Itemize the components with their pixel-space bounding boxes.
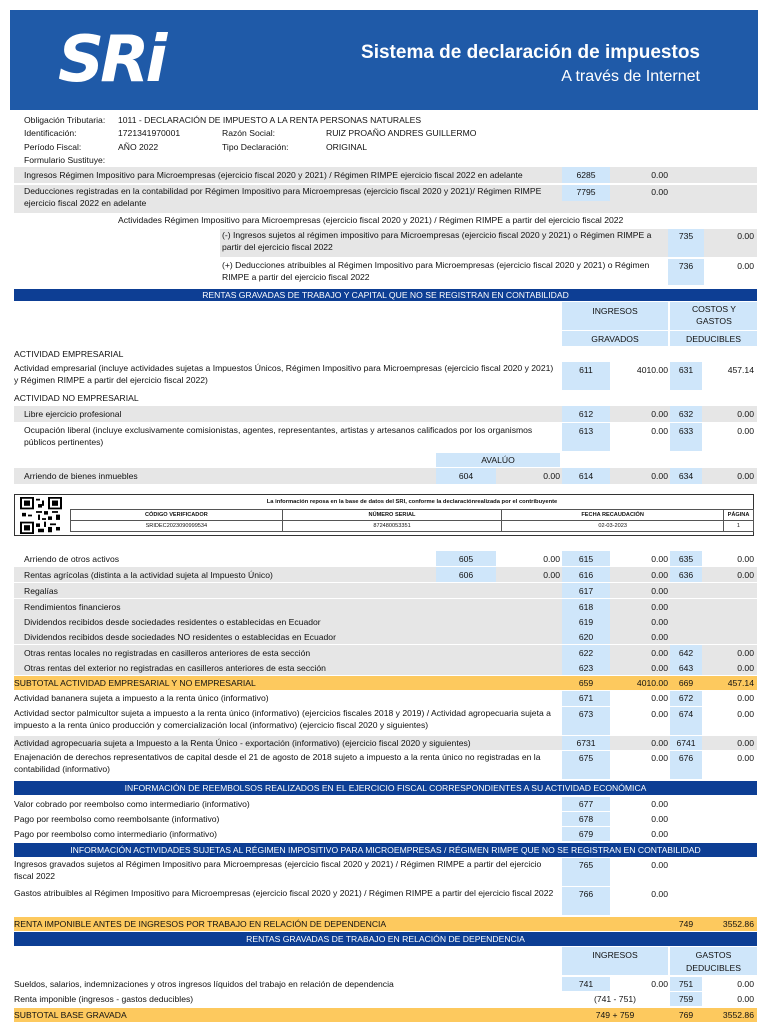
code-6285: 6285 — [576, 170, 596, 180]
value-769: 3552.86 — [722, 1010, 754, 1020]
periodo-label: Período Fiscal: — [24, 142, 82, 152]
periodo-value: AÑO 2022 — [118, 142, 159, 152]
section-title: INFORMACIÓN ACTIVIDADES SUJETAS AL RÉGIMEN IMPOSITIVO PARA MICROEMPRESAS / RÉGIMEN RIMPE QUE NO SE REGISTRAN EN CONTABILIDAD — [14, 843, 757, 857]
value-675: 0.00 — [651, 753, 668, 763]
value-677: 0.00 — [651, 799, 668, 809]
value-620: 0.00 — [651, 632, 668, 642]
value-623: 0.00 — [651, 663, 668, 673]
code-604: 604 — [458, 471, 474, 481]
row-label: Ingresos gravados sujetos al Régimen Impositivo para Microempresas (ejercicio fiscal 2020 y 2021) / Régimen RIMPE a partir del ejercicio fiscal 2022 — [14, 859, 542, 881]
header-costos-label: COSTOS Y GASTOS — [691, 304, 737, 326]
code-614: 614 — [578, 471, 594, 481]
row-label: Otras rentas del exterior no registradas en casilleros anteriores de esta sección — [24, 663, 326, 673]
value-735: 0.00 — [737, 231, 754, 241]
value-741: 0.00 — [651, 979, 668, 989]
code-766: 766 — [578, 889, 594, 899]
value-672: 0.00 — [737, 693, 754, 703]
code-611: 611 — [579, 365, 593, 375]
row-label: Dividendos recibidos desde sociedades NO residentes o establecidas en Ecuador — [24, 632, 336, 642]
value-618: 0.00 — [651, 602, 668, 612]
value-673: 0.00 — [651, 709, 668, 719]
value-612: 0.00 — [651, 409, 668, 419]
row-label: Otras rentas locales no registradas en casilleros anteriores de esta sección — [24, 648, 311, 658]
value-619: 0.00 — [651, 617, 668, 627]
code-635: 635 — [678, 554, 694, 564]
serial-value: 872480053351 — [282, 521, 502, 532]
code-759: 759 — [678, 994, 694, 1004]
header-deducibles-label: DEDUCIBLES — [686, 963, 741, 973]
header-gravados-label: GRAVADOS — [591, 334, 639, 344]
header-title: Sistema de declaración de impuestos — [361, 42, 700, 63]
divider — [562, 330, 668, 331]
code-677: 677 — [578, 799, 594, 809]
value-614: 0.00 — [651, 471, 668, 481]
code-751: 751 — [678, 979, 694, 989]
fecha-header: FECHA RECAUDACIÓN — [502, 510, 724, 521]
formula-749-759: 749 + 759 — [595, 1010, 635, 1020]
row-label: Regalías — [24, 586, 58, 596]
row-label: Dividendos recibidos desde sociedades residentes o establecidas en Ecuador — [24, 617, 321, 627]
row-label: Arriendo de otros activos — [24, 554, 120, 564]
value-605: 0.00 — [543, 554, 560, 564]
value-6731: 0.00 — [651, 738, 668, 748]
header-ingresos-label: INGRESOS — [592, 306, 638, 316]
value-633: 0.00 — [737, 426, 754, 436]
value-679: 0.00 — [651, 829, 668, 839]
value-604: 0.00 — [543, 471, 560, 481]
code-636: 636 — [678, 570, 694, 580]
subtotal-base-label: SUBTOTAL BASE GRAVADA — [14, 1010, 127, 1020]
row-label: Renta imponible (ingresos - gastos deducibles) — [14, 994, 194, 1004]
row-label: Gastos atribuibles al Régimen Impositivo para Microempresas (ejercicio fiscal 2020 y 2021) / Régimen RIMPE a partir del ejercicio fiscal 2022 — [14, 888, 554, 898]
value-631: 457.14 — [727, 365, 754, 375]
code-669: 669 — [678, 678, 694, 688]
code-676: 676 — [678, 753, 694, 763]
codigo-header: CÓDIGO VERIFICADOR — [71, 510, 283, 521]
value-6285: 0.00 — [651, 170, 668, 180]
header-banner — [10, 10, 758, 110]
pagina-header: PÁGINA — [723, 510, 753, 521]
codigo-value: SRIDEC2023090999534 — [71, 521, 283, 532]
code-735: 735 — [678, 231, 694, 241]
value-678: 0.00 — [651, 814, 668, 824]
sri-logo: SRi — [58, 23, 164, 97]
qr-code — [20, 497, 62, 534]
verification-table — [70, 509, 754, 532]
code-659: 659 — [578, 678, 594, 688]
identificacion-value: 1721341970001 — [118, 128, 181, 138]
verification-note: La información reposa en la base de datos del SRI, conforme la declaraciónrealizada por el contribuyente — [266, 499, 558, 505]
row-label: Actividad bananera sujeta a impuesto a la renta único (informativo) — [14, 693, 269, 703]
code-643: 643 — [678, 663, 694, 673]
pagina-value: 1 — [723, 521, 753, 532]
value-617: 0.00 — [651, 586, 668, 596]
row-label: Rendimientos financieros — [24, 602, 121, 612]
code-618: 618 — [578, 602, 594, 612]
row-label: Actividad agropecuaria sujeta a Impuesto a la Renta Único - exportación (informativo) (ejercicio fiscal 2020 y siguientes) — [14, 738, 471, 748]
fecha-value: 02-03-2023 — [502, 521, 724, 532]
row-label: Sueldos, salarios, indemnizaciones y otros ingresos líquidos del trabajo en relación de dependencia — [14, 979, 394, 989]
row-label: Rentas agrícolas (distinta a la actividad sujeta al Impuesto Único) — [24, 570, 273, 580]
value-659: 4010.00 — [636, 678, 668, 688]
value-634: 0.00 — [737, 471, 754, 481]
header-ingresos-label: INGRESOS — [592, 950, 638, 960]
formulario-label: Formulario Sustituye: — [24, 155, 106, 165]
code-613: 613 — [578, 426, 594, 436]
section-title: RENTAS GRAVADAS DE TRABAJO EN RELACIÓN DE DEPENDENCIA — [14, 932, 757, 946]
value-7795: 0.00 — [651, 187, 668, 197]
code-6731: 6731 — [576, 738, 596, 748]
row-label: Actividad sector palmicultor sujeta a impuesto a la renta único (informativo) (ejercicios fiscales 2018 y 2019) / Actividad agropecuaria sujeta a impuesto a la renta único producción y comercialización local (informativo) (ejercicio fiscal 2020 y siguientes) — [14, 708, 551, 730]
tipo-value: ORIGINAL — [326, 142, 368, 152]
row-label: (+) Deducciones atribuibles al Régimen Impositivo para Microempresas (ejercicio fiscal 2020 y 2021) o Régimen RIMPE a partir del ejercicio fiscal 2022 — [222, 260, 650, 282]
row-label: Ingresos Régimen Impositivo para Microempresas (ejercicio fiscal 2020 y 2021) / Régimen RIMPE ejercicio fiscal 2022 en adelante — [24, 170, 523, 180]
avaluo-label: AVALÚO — [481, 455, 515, 465]
code-619: 619 — [578, 617, 594, 627]
code-736: 736 — [678, 261, 694, 271]
code-642: 642 — [678, 648, 694, 658]
value-611: 4010.00 — [636, 365, 668, 375]
rimpe-subtitle: Actividades Régimen Impositivo para Microempresas (ejercicio fiscal 2020 y 2021) / Régimen RIMPE a partir del ejercicio fiscal 2022 — [118, 215, 624, 225]
value-674: 0.00 — [737, 709, 754, 719]
code-765: 765 — [578, 860, 594, 870]
code-617: 617 — [578, 586, 594, 596]
renta-imponible-label: RENTA IMPONIBLE ANTES DE INGRESOS POR TRABAJO EN RELACIÓN DE DEPENDENCIA — [14, 919, 387, 929]
row-label: Deducciones registradas en la contabilidad por Régimen Impositivo para Microempresas (ejercicio fiscal 2020 y 2021)/ Régimen RIMPE ejercicio fiscal 2022 en adelante — [24, 186, 542, 208]
serial-header: NÚMERO SERIAL — [282, 510, 502, 521]
value-676: 0.00 — [737, 753, 754, 763]
value-606: 0.00 — [543, 570, 560, 580]
header-gastos-label: GASTOS — [695, 950, 732, 960]
row-label: Ocupación liberal (incluye exclusivamente comisionistas, agentes, representantes, artistas y artesanos calificados por los organismos públicos pertinentes) — [24, 425, 533, 447]
actividad-empresarial-heading: ACTIVIDAD EMPRESARIAL — [14, 349, 124, 359]
identificacion-label: Identificación: — [24, 128, 77, 138]
row-label: Pago por reembolso como reembolsante (informativo) — [14, 814, 220, 824]
obligacion-label: Obligación Tributaria: — [24, 115, 106, 125]
value-749: 3552.86 — [722, 919, 754, 929]
code-612: 612 — [578, 409, 594, 419]
code-606: 606 — [458, 570, 474, 580]
razon-value: RUIZ PROAÑO ANDRES GUILLERMO — [326, 128, 477, 138]
code-6741: 6741 — [676, 738, 696, 748]
row-label: Actividad empresarial (incluye actividades sujetas a Impuestos Únicos, Régimen Impositivo para Microempresas (ejercicio fiscal 2020 y 2021) y Régimen RIMPE a partir del ejercicio fiscal 2022) — [14, 363, 554, 385]
value-636: 0.00 — [737, 570, 754, 580]
divider — [670, 330, 757, 331]
value-6741: 0.00 — [737, 738, 754, 748]
value-642: 0.00 — [737, 648, 754, 658]
code-616: 616 — [578, 570, 594, 580]
code-678: 678 — [578, 814, 594, 824]
value-613: 0.00 — [651, 426, 668, 436]
row-label: Arriendo de bienes inmuebles — [24, 471, 138, 481]
code-615: 615 — [578, 554, 594, 564]
value-615: 0.00 — [651, 554, 668, 564]
value-766: 0.00 — [651, 889, 668, 899]
row-label: (-) Ingresos sujetos al régimen impositivo para Microempresas (ejercicio fiscal 2020 y 2021) o Régimen RIMPE a partir del ejercicio fiscal 2022 — [222, 230, 652, 252]
code-620: 620 — [578, 632, 594, 642]
formula-741-751: (741 - 751) — [593, 994, 637, 1004]
actividad-no-empresarial-heading: ACTIVIDAD NO EMPRESARIAL — [14, 393, 139, 403]
code-769: 769 — [678, 1010, 694, 1020]
code-633: 633 — [678, 426, 694, 436]
header-deducibles-label: DEDUCIBLES — [686, 334, 741, 344]
row-label: Libre ejercicio profesional — [24, 409, 122, 419]
code-674: 674 — [678, 709, 694, 719]
code-623: 623 — [578, 663, 594, 673]
code-672: 672 — [678, 693, 694, 703]
value-635: 0.00 — [737, 554, 754, 564]
section-title: RENTAS GRAVADAS DE TRABAJO Y CAPITAL QUE NO SE REGISTRAN EN CONTABILIDAD — [14, 289, 757, 301]
value-643: 0.00 — [737, 663, 754, 673]
value-632: 0.00 — [737, 409, 754, 419]
code-749: 749 — [678, 919, 694, 929]
row-label: Enajenación de derechos representativos de capital desde el 21 de agosto de 2018 sujeto a impuesto a la renta único no registradas en la contabilidad (informativo) — [14, 752, 541, 774]
row-label: Valor cobrado por reembolso como intermediario (informativo) — [14, 799, 250, 809]
tipo-label: Tipo Declaración: — [222, 142, 289, 152]
subtotal-label: SUBTOTAL ACTIVIDAD EMPRESARIAL Y NO EMPRESARIAL — [14, 678, 256, 688]
code-632: 632 — [678, 409, 694, 419]
value-669: 457.14 — [727, 678, 754, 688]
value-616: 0.00 — [651, 570, 668, 580]
razon-label: Razón Social: — [222, 128, 276, 138]
code-605: 605 — [458, 554, 474, 564]
code-741: 741 — [578, 979, 594, 989]
obligacion-value: 1011 - DECLARACIÓN DE IMPUESTO A LA RENTA PERSONAS NATURALES — [118, 115, 422, 125]
value-765: 0.00 — [651, 860, 668, 870]
code-671: 671 — [578, 693, 594, 703]
value-759: 0.00 — [737, 994, 754, 1004]
value-671: 0.00 — [651, 693, 668, 703]
code-675: 675 — [578, 753, 594, 763]
section-title: INFORMACIÓN DE REEMBOLSOS REALIZADOS EN EL EJERCICIO FISCAL CORRESPONDIENTES A SU ACTIVIDAD ECONÓMICA — [14, 781, 757, 795]
code-634: 634 — [678, 471, 694, 481]
code-622: 622 — [578, 648, 594, 658]
code-673: 673 — [578, 709, 594, 719]
value-622: 0.00 — [651, 648, 668, 658]
value-751: 0.00 — [737, 979, 754, 989]
row-label: Pago por reembolso como intermediario (informativo) — [14, 829, 217, 839]
code-7795: 7795 — [576, 187, 596, 197]
code-679: 679 — [578, 829, 594, 839]
value-736: 0.00 — [737, 261, 754, 271]
header-subtitle: A través de Internet — [561, 68, 700, 85]
code-631: 631 — [678, 365, 694, 375]
